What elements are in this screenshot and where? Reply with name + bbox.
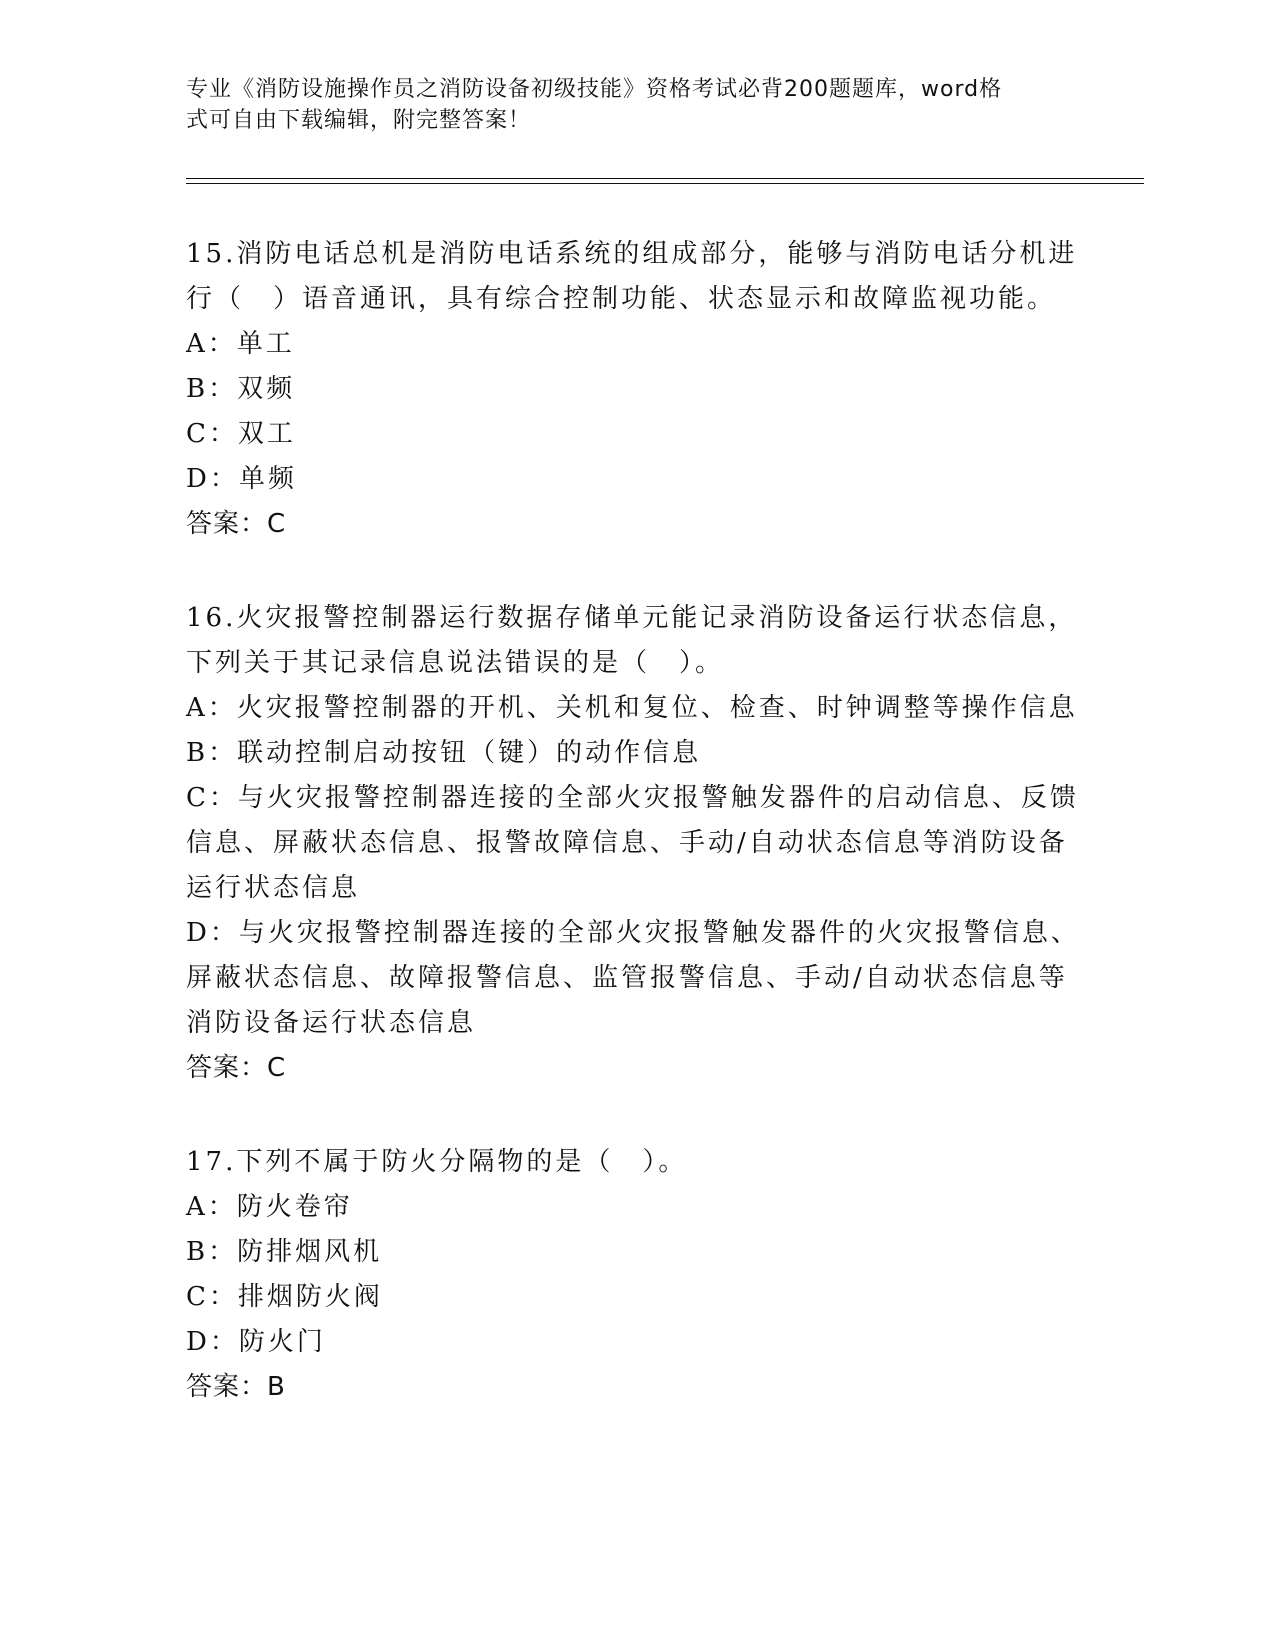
option-a: A：单工 bbox=[186, 329, 295, 359]
option-a: A：防火卷帘 bbox=[186, 1192, 353, 1222]
header-line-2: 式可自由下载编辑，附完整答案！ bbox=[186, 108, 532, 133]
question-stem-line: 行（ ）语音通讯，具有综合控制功能、状态显示和故障监视功能。 bbox=[186, 284, 1057, 314]
option-b: B：联动控制启动按钮（键）的动作信息 bbox=[186, 738, 702, 768]
question-17 bbox=[186, 1140, 1066, 1410]
answer-label: 答案：C bbox=[186, 509, 287, 539]
option-b: B：防排烟风机 bbox=[186, 1237, 383, 1267]
question-16 bbox=[186, 596, 1080, 1091]
option-a: A：火灾报警控制器的开机、关机和复位、检查、时钟调整等操作信息 bbox=[186, 693, 1078, 723]
option-d-line-2: 屏蔽状态信息、故障报警信息、监管报警信息、手动/自动状态信息等 bbox=[186, 963, 1068, 993]
option-c: C：排烟防火阀 bbox=[186, 1282, 383, 1312]
document-header bbox=[186, 74, 1066, 136]
header-divider-bottom bbox=[186, 183, 1144, 184]
option-c-line-3: 运行状态信息 bbox=[186, 873, 361, 903]
option-c-line-2: 信息、屏蔽状态信息、报警故障信息、手动/自动状态信息等消防设备 bbox=[186, 828, 1068, 858]
question-stem-line: 16.火灾报警控制器运行数据存储单元能记录消防设备运行状态信息， bbox=[186, 603, 1078, 633]
answer-label: 答案：B bbox=[186, 1372, 286, 1402]
header-divider-top bbox=[186, 178, 1144, 179]
option-c: C：双工 bbox=[186, 419, 296, 449]
question-stem-line: 17.下列不属于防火分隔物的是（ ）。 bbox=[186, 1147, 688, 1177]
question-stem-line: 15.消防电话总机是消防电话系统的组成部分，能够与消防电话分机进 bbox=[186, 239, 1078, 269]
question-stem-line: 下列关于其记录信息说法错误的是（ ）。 bbox=[186, 648, 725, 678]
option-d: D：单频 bbox=[186, 464, 297, 494]
option-c-line-1: C：与火灾报警控制器连接的全部火灾报警触发器件的启动信息、反馈 bbox=[186, 783, 1079, 813]
option-d-line-1: D：与火灾报警控制器连接的全部火灾报警触发器件的火灾报警信息、 bbox=[186, 918, 1080, 948]
option-d-line-3: 消防设备运行状态信息 bbox=[186, 1008, 477, 1038]
header-line-1: 专业《消防设施操作员之消防设备初级技能》资格考试必背200题题库，word格 bbox=[186, 77, 1003, 102]
option-b: B：双频 bbox=[186, 374, 296, 404]
option-d: D：防火门 bbox=[186, 1327, 326, 1357]
answer-label: 答案：C bbox=[186, 1053, 287, 1083]
question-15 bbox=[186, 232, 1078, 547]
